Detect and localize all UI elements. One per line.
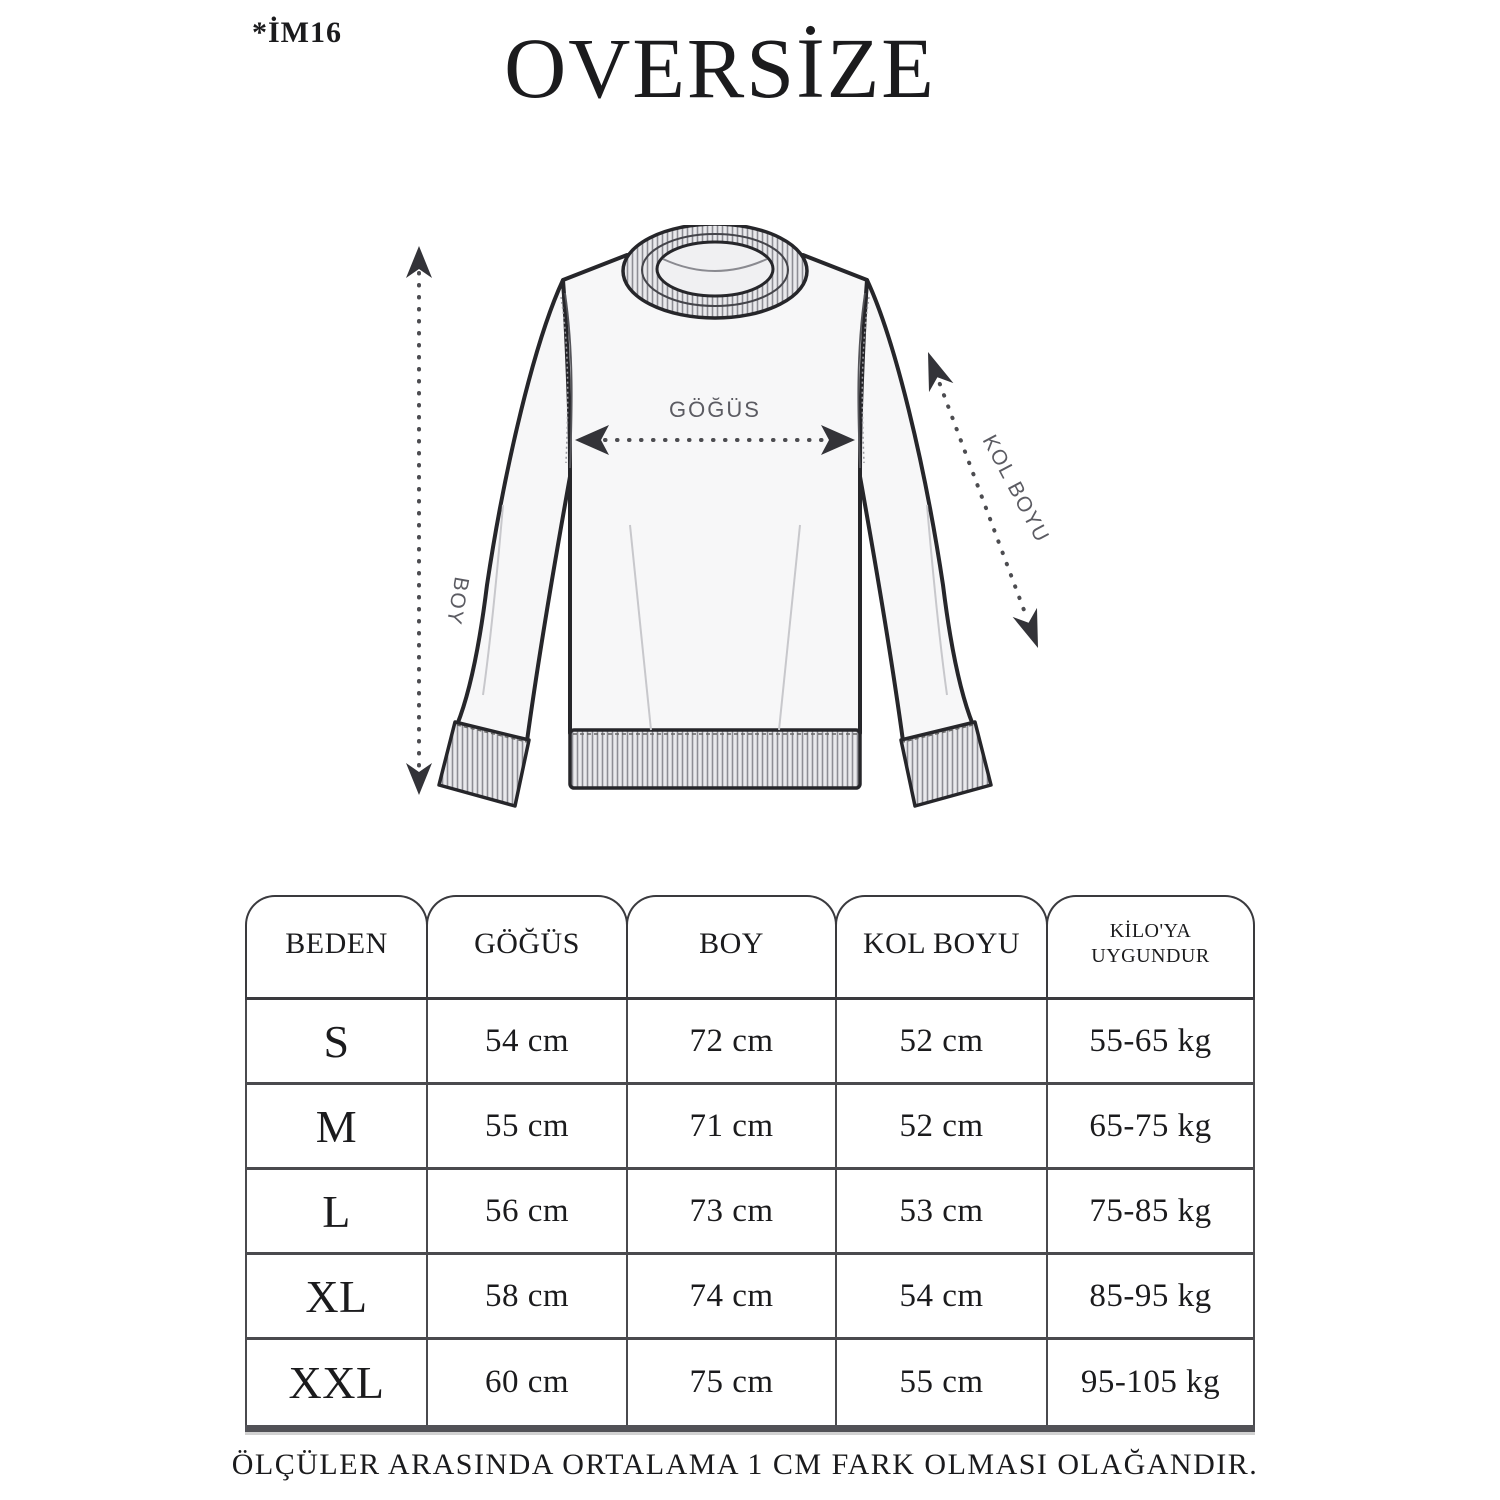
cell-weight: 55-65 kg bbox=[1048, 1000, 1255, 1085]
cell-sleeve: 55 cm bbox=[837, 1340, 1048, 1425]
table-row-l bbox=[245, 1170, 1255, 1255]
cell-chest: 58 cm bbox=[428, 1255, 628, 1340]
sleeve-left bbox=[457, 280, 571, 741]
header-cell-kiloya-uygundur bbox=[1046, 895, 1255, 997]
cell-chest: 54 cm bbox=[428, 1000, 628, 1085]
header-cell-gogus bbox=[426, 895, 628, 997]
sweatshirt-diagram bbox=[405, 225, 1065, 825]
header-cell-beden bbox=[245, 895, 428, 997]
header-label: GÖĞÜS bbox=[474, 927, 580, 960]
cell-weight: 95-105 kg bbox=[1048, 1340, 1255, 1425]
garment-collar bbox=[623, 225, 807, 318]
size-table bbox=[245, 895, 1255, 1432]
length-label: BOY bbox=[441, 575, 473, 628]
cell-weight: 85-95 kg bbox=[1048, 1255, 1255, 1340]
table-row-m bbox=[245, 1085, 1255, 1170]
header-cell-kol-boyu bbox=[835, 895, 1048, 997]
table-row-xl bbox=[245, 1255, 1255, 1340]
cell-chest: 60 cm bbox=[428, 1340, 628, 1425]
cell-length: 74 cm bbox=[628, 1255, 837, 1340]
cell-weight: 75-85 kg bbox=[1048, 1170, 1255, 1255]
chest-label: GÖĞÜS bbox=[669, 397, 761, 422]
cell-size: L bbox=[245, 1170, 428, 1255]
cell-size: XL bbox=[245, 1255, 428, 1340]
arrowhead-down bbox=[406, 763, 432, 795]
cell-sleeve: 52 cm bbox=[837, 1000, 1048, 1085]
table-row-xxl bbox=[245, 1340, 1255, 1425]
arrowhead-down-right bbox=[1013, 608, 1038, 648]
table-row-s bbox=[245, 1000, 1255, 1085]
header-label: BOY bbox=[699, 927, 764, 960]
header-label: KİLO'YA UYGUNDUR bbox=[1091, 920, 1210, 967]
cell-sleeve: 54 cm bbox=[837, 1255, 1048, 1340]
cell-length: 75 cm bbox=[628, 1340, 837, 1425]
cell-length: 73 cm bbox=[628, 1170, 837, 1255]
header-cell-boy bbox=[626, 895, 837, 997]
garment-body bbox=[561, 255, 869, 788]
cell-size: XXL bbox=[245, 1340, 428, 1425]
header-label: BEDEN bbox=[285, 927, 388, 960]
tolerance-note: ÖLÇÜLER ARASINDA ORTALAMA 1 CM FARK OLMASI OLAĞANDIR. bbox=[231, 1448, 1259, 1481]
neck-opening bbox=[657, 242, 773, 296]
product-code: *İM16 bbox=[252, 16, 342, 49]
sleeve-label: KOL BOYU bbox=[977, 431, 1054, 547]
cell-length: 71 cm bbox=[628, 1085, 837, 1170]
sleeve-right bbox=[859, 280, 973, 741]
size-table-header bbox=[245, 895, 1255, 1000]
cell-chest: 55 cm bbox=[428, 1085, 628, 1170]
cell-size: S bbox=[245, 1000, 428, 1085]
header-label: KOL BOYU bbox=[862, 927, 1021, 960]
cell-size: M bbox=[245, 1085, 428, 1170]
hem-rib bbox=[570, 730, 860, 788]
body-outline bbox=[563, 255, 867, 733]
cell-sleeve: 53 cm bbox=[837, 1170, 1048, 1255]
page-title: OVERSİZE bbox=[504, 20, 936, 116]
cell-sleeve: 52 cm bbox=[837, 1085, 1048, 1170]
cell-length: 72 cm bbox=[628, 1000, 837, 1085]
cell-weight: 65-75 kg bbox=[1048, 1085, 1255, 1170]
cell-chest: 56 cm bbox=[428, 1170, 628, 1255]
size-table-body bbox=[245, 1000, 1255, 1432]
